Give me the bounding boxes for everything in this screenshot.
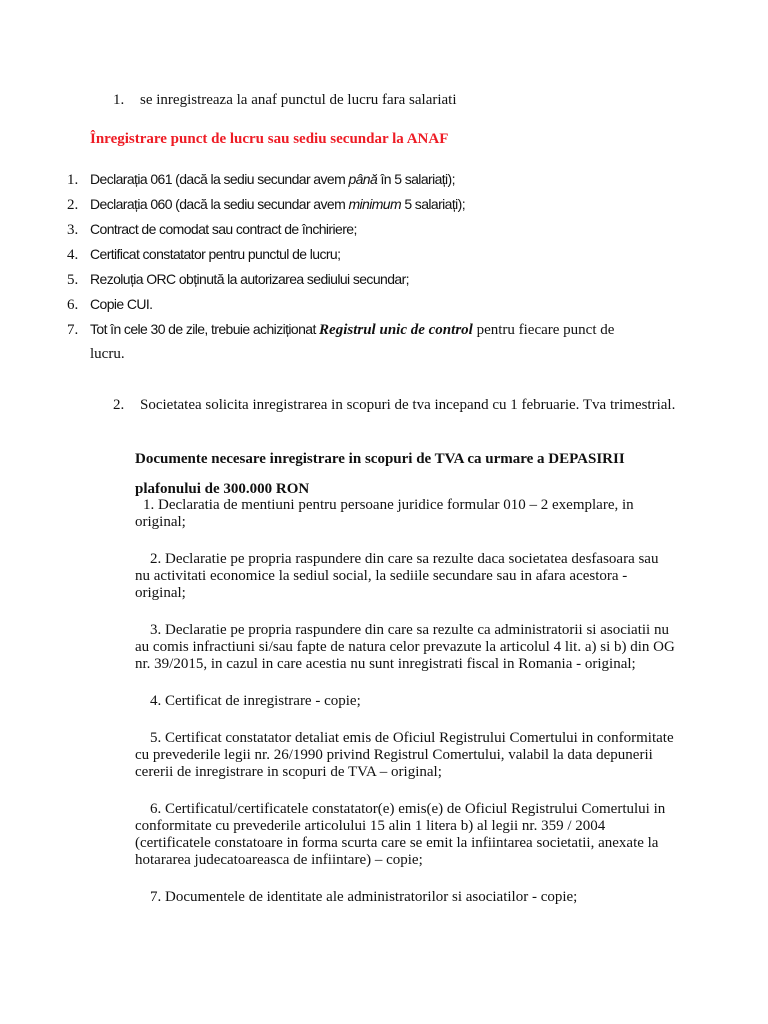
list-item-2 [113, 397, 675, 414]
doc-item-6-cont: conformitate cu prevederile articolului 15 alin 1 litera b) al legii nr. 359 / 2004 [135, 818, 606, 834]
doc-item-7: 7. Documentele de identitate ale administratorilor si asociatilor - copie; [150, 889, 578, 905]
list-item: 1. Declarația 061 (dacă la sediu secundar avem până în 5 salariați); [67, 171, 455, 188]
doc-item-3-cont: au comis infractiuni si/sau fapte de natura celor prevazute la articolul 4 lit. a) si b) din OG [135, 639, 675, 655]
doc-item-6-cont: (certificatele constatoare in forma scurta care se emit la infiintarea societatii, anexate la [135, 835, 659, 851]
list-item: 4. Certificat constatator pentru punctul de lucru; [67, 246, 341, 263]
doc-item-3: 3. Declaratie pe propria raspundere din care sa rezulte ca administratorii si asociatii nu [150, 622, 669, 638]
doc-item-2-cont: nu activitati economice la sediul social, la sediile secundare sau in afara acestora - [135, 568, 628, 584]
doc-item-1: 1. Declaratia de mentiuni pentru persoane juridice formular 010 – 2 exemplare, in [143, 497, 634, 513]
doc-item-2: 2. Declaratie pe propria raspundere din care sa rezulte daca societatea desfasoara sau [150, 551, 659, 567]
doc-item-5-cont: cu prevederile legii nr. 26/1990 privind Registrul Comertului, valabil la data depunerii [135, 747, 653, 763]
list-number: 2. [113, 397, 125, 413]
section-title-tva-line2: plafonului de 300.000 RON [135, 481, 310, 497]
doc-item-1-cont: original; [135, 514, 186, 530]
section-title-tva-line1: Documente necesare inregistrare in scopuri de TVA ca urmare a DEPASIRII [135, 451, 625, 467]
list-item: 3. Contract de comodat sau contract de închiriere; [67, 221, 357, 238]
section-title-anaf: Înregistrare punct de lucru sau sediu secundar la ANAF [90, 131, 449, 147]
doc-item-6-cont: hotararea judecatoareasca de infiintare) – copie; [135, 852, 423, 868]
doc-item-6: 6. Certificatul/certificatele constatator(e) emis(e) de Oficiul Registrului Comertului in [150, 801, 666, 817]
list-text: Societatea solicita inregistrarea in scopuri de tva incepand cu 1 februarie. Tva trimestrial. [140, 397, 676, 413]
list-text: se inregistreaza la anaf punctul de lucru fara salariati [140, 92, 457, 108]
doc-item-5-cont: cererii de inregistrare in scopuri de TVA – original; [135, 764, 442, 780]
list-item-1 [113, 92, 457, 109]
list-item: 6. Copie CUI. [67, 296, 153, 313]
doc-item-2-cont: original; [135, 585, 186, 601]
doc-item-3-cont: nr. 39/2015, in cazul in care acestia nu sunt inregistrati fiscal in Romania - original; [135, 656, 636, 672]
list-item: 7. Tot în cele 30 de zile, trebuie achiziționat Registrul unic de control pentru fiecare punct de [67, 321, 615, 338]
list-item: 5. Rezoluția ORC obținută la autorizarea sediului secundar; [67, 271, 409, 288]
list-number: 1. [113, 92, 125, 108]
doc-item-4: 4. Certificat de inregistrare - copie; [150, 693, 361, 709]
doc-item-5: 5. Certificat constatator detaliat emis de Oficiul Registrului Comertului in conformitate [150, 730, 674, 746]
list-item-continuation: lucru. [90, 346, 125, 362]
list-item: 2. Declarația 060 (dacă la sediu secundar avem minimum 5 salariați); [67, 196, 465, 213]
